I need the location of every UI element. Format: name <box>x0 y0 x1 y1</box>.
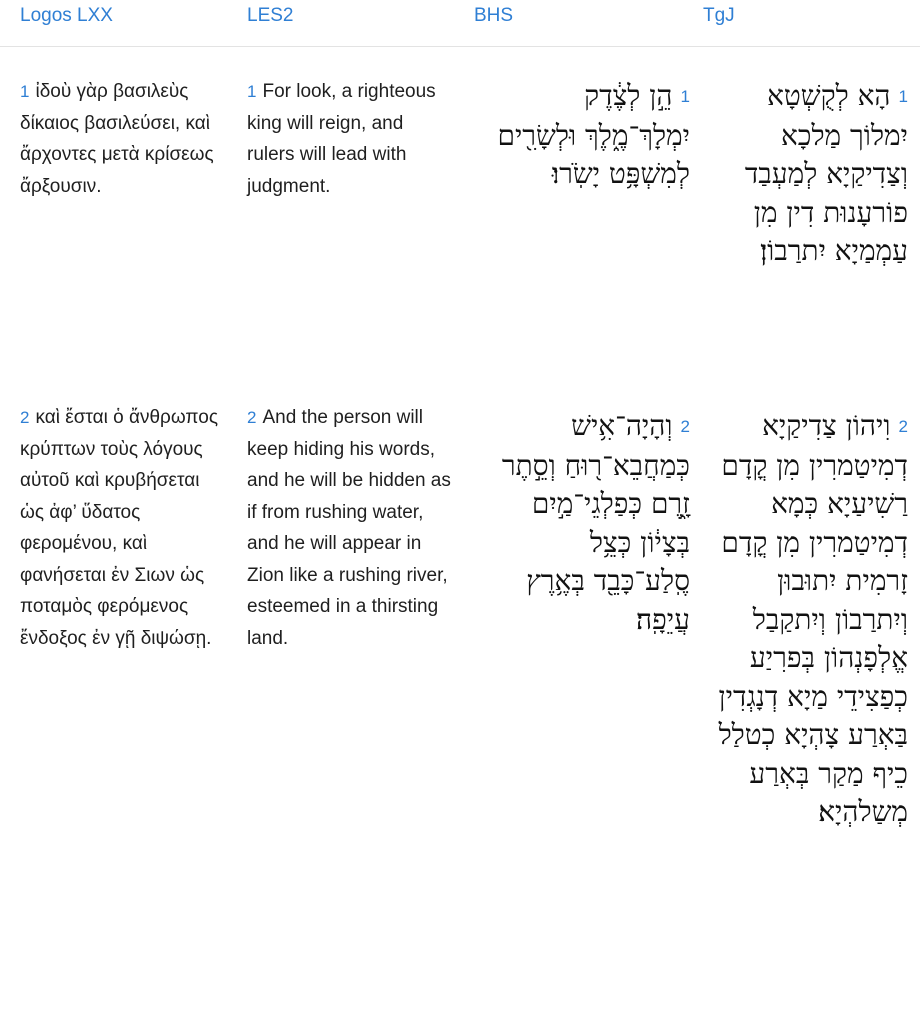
column-header-tgj[interactable]: TgJ <box>703 5 735 26</box>
verse-2-lxx <box>20 402 220 654</box>
verse-number[interactable]: 2 <box>680 417 690 437</box>
verse-text: הָא לְקֻשְׁטָא יִמלוֹך מַלכָא וְצַדִיקַיָא לְמַעְבַד פוֹרעָנוּת דִין מִן עַמְמַיָא יִתרַבוֹן׃ <box>744 79 908 268</box>
column-header-bhs[interactable]: BHS <box>474 5 514 26</box>
verse-number[interactable]: 1 <box>898 87 908 107</box>
verse-text: וְהָיָה־אִ֥ישׁ כְּמַחֲבֵא־ר֖וּחַ וְסֵ֣תֶר זָ֑רֶם כְּפַלְגֵי־מַ֣יִם בְּצָי֔וֹן כְּצֵ֥ל סֶֽלַע־כָּבֵ֖ד בְּאֶ֥רֶץ עֲיֵפָֽה׃ <box>501 409 690 636</box>
verse-number[interactable]: 2 <box>20 408 30 427</box>
verse-1-bhs <box>490 77 690 194</box>
verse-text: וִיהוֹן צַדִיקַיָא דְמִיטַמרִין מִן קֳדָם רַשִׁיעַיָא כְּמָא דְמִיטַמרִין מִן קֳדָם זָרמִית יִתוּבוּן וְיִתרַבוֹן וְיִתקַבַל אֱלְפָנְהוֹן בְּפרִיַע כְפַצִידֵי מַיָא דְנָגְדִין בַּאְרַע צָהְיָא כְטלַל כֵיף מַקַר בְּאְרַע מְשַלהְיָא׃ <box>718 409 908 829</box>
verse-number[interactable]: 2 <box>898 417 908 437</box>
verse-text: הֵ֣ן לְצֶ֔דֶק יִמְלָךְ־מֶ֑לֶךְ וּלְשָׂרִ֖ים לְמִשְׁפָּ֥ט יָשֹֽׂרוּ׃ <box>497 79 690 191</box>
verse-1-les2 <box>247 76 452 202</box>
verse-number[interactable]: 1 <box>680 87 690 107</box>
verse-1-lxx <box>20 76 220 202</box>
verse-2-bhs <box>490 407 690 639</box>
column-header-les2[interactable]: LES2 <box>247 5 294 26</box>
column-header-row <box>0 0 920 47</box>
verse-text: For look, a righteous king will reign, and rulers will lead with judgment. <box>247 81 436 197</box>
column-header-logos-lxx[interactable]: Logos LXX <box>20 5 113 26</box>
verse-number[interactable]: 1 <box>247 82 257 101</box>
verse-number[interactable]: 1 <box>20 82 30 101</box>
verse-number[interactable]: 2 <box>247 408 257 427</box>
verse-1-tgj <box>708 77 908 271</box>
verse-text: καὶ ἔσται ὁ ἄνθρωπος κρύπτων τοὺς λόγους αὐτοῦ καὶ κρυβήσεται ὡς ἀφ’ ὕδατος φερομένου, καὶ φανήσεται ἐν Σιων ὡς ποταμὸς φερόμενος ἔνδοξος ἐν γῇ διψώσῃ. <box>20 407 218 649</box>
verse-text: ἰδοὺ γὰρ βασιλεὺς δίκαιος βασιλεύσει, καὶ ἄρχοντες μετὰ κρίσεως ἄρξουσιν. <box>20 81 214 197</box>
verse-2-tgj <box>708 407 908 832</box>
verse-2-les2 <box>247 402 452 654</box>
verse-text: And the person will keep hiding his words, and he will be hidden as if from rushing water, and he will appear in Zion like a rushing river, esteemed in a thirsting land. <box>247 407 451 649</box>
